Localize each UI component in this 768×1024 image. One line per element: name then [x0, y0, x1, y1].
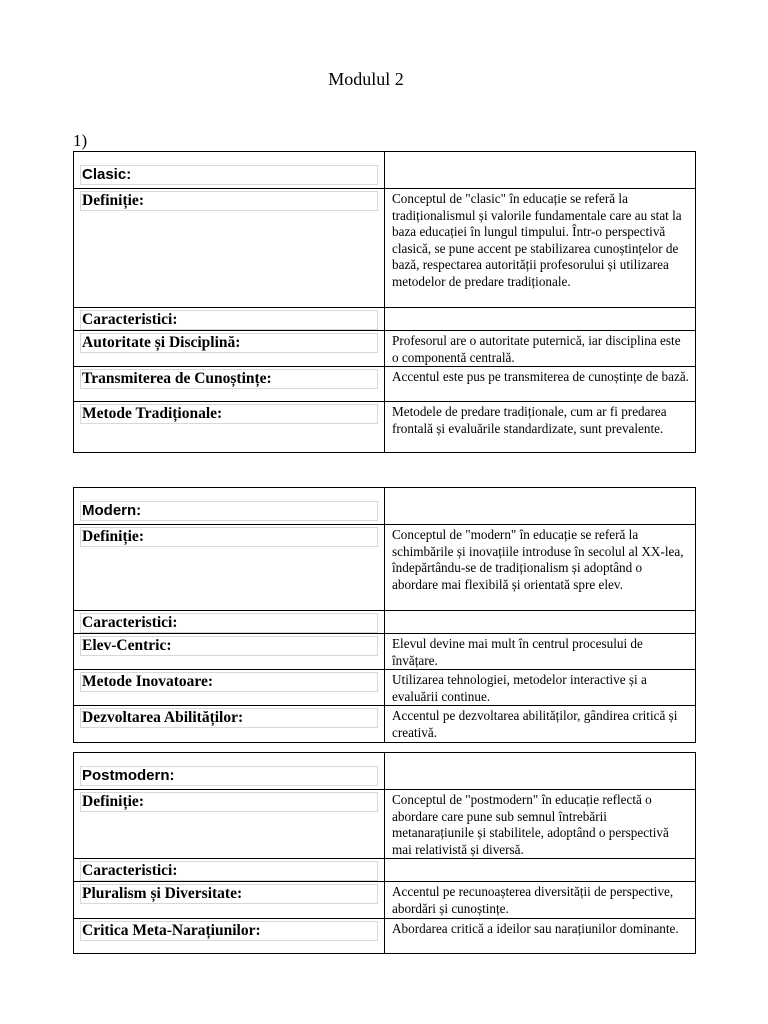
label-cell: [74, 331, 385, 367]
row-text: Abordarea critică a ideilor sau narațiunilor dominante.: [392, 920, 679, 936]
table-heading: Clasic:: [80, 165, 378, 185]
table-row: [74, 402, 696, 453]
empty-cell: [385, 753, 696, 790]
row-label: Transmiterea de Cunoștințe:: [80, 369, 378, 389]
label-cell: [74, 308, 385, 331]
characteristics-label: Caracteristici:: [80, 613, 378, 633]
value-cell: [385, 634, 696, 670]
value-cell: [385, 331, 696, 367]
empty-cell: [385, 308, 696, 331]
value-cell: [385, 918, 696, 953]
table-row: [74, 488, 696, 525]
definition-label: Definiție:: [80, 527, 378, 547]
table-row: [74, 790, 696, 859]
label-cell: [74, 189, 385, 308]
empty-cell: [385, 488, 696, 525]
definition-label: Definiție:: [80, 191, 378, 211]
row-label: Critica Meta-Narațiunilor:: [80, 921, 378, 941]
label-cell: [74, 918, 385, 953]
empty-cell: [385, 611, 696, 634]
definition-label: Definiție:: [80, 792, 378, 812]
row-label: Dezvoltarea Abilităților:: [80, 708, 378, 728]
label-cell: [74, 525, 385, 611]
page-title: Modulul 2: [328, 69, 404, 89]
label-cell: [74, 882, 385, 918]
value-cell: [385, 882, 696, 918]
table-row: [74, 706, 696, 742]
heading-cell: [74, 488, 385, 525]
characteristics-label: Caracteristici:: [80, 861, 378, 881]
value-cell: [385, 706, 696, 742]
heading-cell: [74, 152, 385, 189]
table-row: [74, 753, 696, 790]
empty-cell: [385, 152, 696, 189]
table-heading: Modern:: [80, 501, 378, 521]
table-row: [74, 308, 696, 331]
row-text: Accentul este pus pe transmiterea de cunoștințe de bază.: [392, 369, 689, 385]
table-row: [74, 152, 696, 189]
value-cell: [385, 670, 696, 706]
table-heading: Postmodern:: [80, 766, 378, 786]
definition-text: Conceptul de "modern" în educație se referă la schimbările și inovațiile introduse în secolul al XX-lea, îndepărtându-se de tradiționalism și adoptând o abordare mai flexibilă și orientată spre elev.: [392, 527, 684, 592]
label-cell: [74, 367, 385, 402]
label-cell: [74, 611, 385, 634]
table-row: [74, 611, 696, 634]
row-text: Profesorul are o autoritate puternică, iar disciplina este o componentă centrală.: [392, 333, 681, 365]
empty-cell: [385, 859, 696, 882]
characteristics-label: Caracteristici:: [80, 310, 378, 330]
row-label: Pluralism și Diversitate:: [80, 884, 378, 904]
label-cell: [74, 859, 385, 882]
heading-cell: [74, 753, 385, 790]
table-modern: [73, 487, 696, 743]
label-cell: [74, 670, 385, 706]
definition-text: Conceptul de "postmodern" în educație reflectă o abordare care pune sub semnul întrebării metanarațiunile și stabilitele, adoptând o perspectivă mai relativistă și diversă.: [392, 792, 669, 857]
label-cell: [74, 402, 385, 453]
question-number: 1): [73, 131, 88, 150]
table-row: [74, 525, 696, 611]
row-text: Metodele de predare tradiționale, cum ar fi predarea frontală și evaluările standardizate, sunt prevalente.: [392, 404, 667, 436]
table-row: [74, 189, 696, 308]
label-cell: [74, 706, 385, 742]
table-row: [74, 634, 696, 670]
value-cell: [385, 525, 696, 611]
table-clasic: [73, 151, 696, 453]
value-cell: [385, 790, 696, 859]
table-row: [74, 859, 696, 882]
row-label: Metode Inovatoare:: [80, 672, 378, 692]
value-cell: [385, 367, 696, 402]
table-row: [74, 918, 696, 953]
table-row: [74, 670, 696, 706]
value-cell: [385, 189, 696, 308]
table-row: [74, 331, 696, 367]
definition-text: Conceptul de "clasic" în educație se referă la tradiționalismul și valorile fundamentale care au stat la baza educației în lungul timpului. Într-o perspectivă clasică, se pune accent pe stabilizarea cunoștințelor de bază, respectarea autorității profesorului și utilizarea metodelor de predare tradiționale.: [392, 191, 682, 289]
row-label: Autoritate și Disciplină:: [80, 333, 378, 353]
value-cell: [385, 402, 696, 453]
row-label: Metode Tradiționale:: [80, 404, 378, 424]
row-text: Elevul devine mai mult în centrul procesului de învățare.: [392, 636, 643, 668]
row-text: Accentul pe dezvoltarea abilităților, gândirea critică și creativă.: [392, 708, 678, 740]
row-text: Utilizarea tehnologiei, metodelor interactive și a evaluării continue.: [392, 672, 647, 704]
label-cell: [74, 790, 385, 859]
table-postmodern: [73, 752, 696, 954]
row-label: Elev-Centric:: [80, 636, 378, 656]
label-cell: [74, 634, 385, 670]
row-text: Accentul pe recunoașterea diversității de perspective, abordări și cunoștințe.: [392, 884, 674, 916]
table-row: [74, 367, 696, 402]
table-row: [74, 882, 696, 918]
